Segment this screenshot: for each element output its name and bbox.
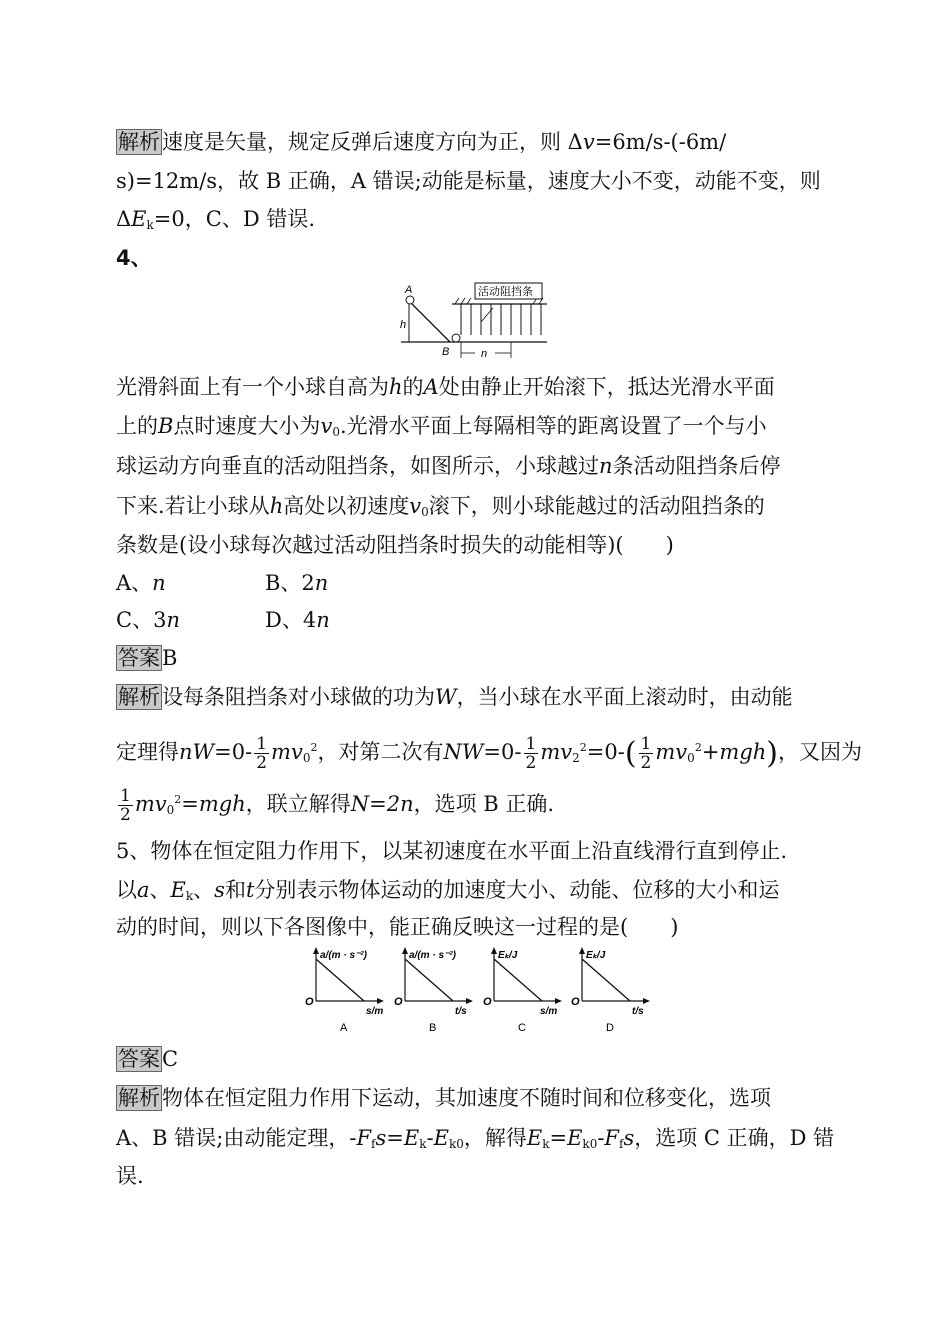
q4-answer: 答案B bbox=[118, 646, 178, 670]
svg-text:t/s: t/s bbox=[455, 1006, 467, 1017]
svg-text:t/s: t/s bbox=[632, 1006, 644, 1017]
answer-tag: 答案 bbox=[118, 1047, 160, 1071]
label-n: n bbox=[481, 348, 488, 360]
svg-text:O: O bbox=[483, 996, 492, 1008]
q5-stem-line-3: 动的时间，则以下各图像中，能正确反映这一过程的是( ) bbox=[116, 915, 679, 939]
q4-option-B: B、2n bbox=[265, 571, 329, 595]
q4-analysis-line-3: $\frac{1}{2}$ $mv_0^2=mgh$，联立解得N=2n，选项 B 正确. bbox=[120, 786, 555, 825]
label-h: h bbox=[400, 319, 407, 331]
q4-option-C: C、3n bbox=[116, 608, 180, 632]
svg-text:B: B bbox=[429, 1022, 437, 1034]
graph-A bbox=[300, 945, 384, 1035]
graph-C bbox=[478, 945, 562, 1035]
q4-stem-line-5: 条数是(设小球每次越过活动阻挡条时损失的动能相等)( ) bbox=[116, 533, 674, 557]
q4-analysis-line-1: 解析设每条阻挡条对小球做的功为W，当小球在水平面上滚动时，由动能 bbox=[118, 685, 793, 709]
svg-text:D: D bbox=[606, 1022, 614, 1034]
svg-text:O: O bbox=[394, 996, 403, 1008]
q4-number: 4、 bbox=[116, 246, 152, 270]
q5-analysis-line-1: 解析物体在恒定阻力作用下运动，其加速度不随时间和位移变化，选项 bbox=[118, 1086, 771, 1110]
strip-label: 活动阻挡条 bbox=[478, 286, 533, 298]
q4-option-A: A、n bbox=[116, 571, 166, 595]
graph-D bbox=[566, 945, 650, 1035]
svg-text:a/(m · s⁻²): a/(m · s⁻²) bbox=[320, 950, 367, 961]
svg-text:Eₖ/J: Eₖ/J bbox=[498, 950, 518, 961]
fraction-half: $\frac{1}{2}$ bbox=[525, 734, 537, 773]
q5-answer: 答案C bbox=[118, 1047, 179, 1071]
q5-analysis-line-2: A、B 错误;由动能定理，$-F_fs=E_k-E_{k0}$，解得$E_k=E_{k0}-F_fs$，选项 C 正确，D 错 bbox=[116, 1126, 835, 1151]
fraction-half: $\frac{1}{2}$ bbox=[640, 734, 652, 773]
q5-analysis-line-3: 误. bbox=[116, 1164, 144, 1188]
svg-text:A: A bbox=[340, 1022, 348, 1034]
answer-tag: 答案 bbox=[118, 646, 160, 670]
q5-stem-line-1: 5、物体在恒定阻力作用下，以某初速度在水平面上沿直线滑行直到停止. bbox=[116, 839, 788, 863]
analysis-tag: 解析 bbox=[118, 1086, 160, 1110]
svg-text:s/m: s/m bbox=[540, 1006, 558, 1017]
q4-stem-line-2: 上的B点时速度大小为$v_0$.光滑水平面上每隔相等的距离设置了一个与小 bbox=[116, 414, 767, 439]
q4-stem-line-4: 下来.若让小球从h高处以初速度$v_0$滚下，则小球能越过的活动阻挡条的 bbox=[116, 494, 765, 519]
svg-text:C: C bbox=[518, 1022, 526, 1034]
svg-text:O: O bbox=[305, 996, 314, 1008]
q4-analysis-line-2: 定理得nW=0- $\frac{1}{2}$ $mv_0^2$，对第二次有NW=0- $\frac{1}{2}$ $mv_2^2=0-$( $\frac{1}{2}$ $mv_0^2+mgh$)，又因为 bbox=[116, 734, 863, 773]
fraction-half: $\frac{1}{2}$ bbox=[120, 786, 131, 825]
q3-analysis-line-2: s)=12m/s，故 B 正确，A 错误;动能是标量，速度大小不变，动能不变，则 bbox=[116, 169, 821, 193]
q4-figure-incline bbox=[395, 280, 555, 370]
q4-stem-line-1: 光滑斜面上有一个小球自高为h的A处由静止开始滚下，抵达光滑水平面 bbox=[116, 375, 775, 399]
q4-option-D: D、4n bbox=[265, 608, 330, 632]
q4-stem-line-3: 球运动方向垂直的活动阻挡条，如图所示，小球越过n条活动阻挡条后停 bbox=[116, 454, 781, 478]
svg-text:O: O bbox=[571, 996, 580, 1008]
label-B: B bbox=[442, 346, 450, 358]
svg-text:s/m: s/m bbox=[366, 1006, 384, 1017]
q3-analysis-line-1: 解析速度是矢量，规定反弹后速度方向为正，则 Δv=6m/s-(-6m/ bbox=[118, 130, 727, 154]
graph-B bbox=[389, 945, 473, 1035]
analysis-tag: 解析 bbox=[118, 685, 160, 709]
svg-text:Eₖ/J: Eₖ/J bbox=[586, 950, 606, 961]
label-A: A bbox=[405, 284, 413, 296]
q3-analysis-line-3: $\Delta E_k=0$，C、D 错误. bbox=[116, 207, 316, 232]
svg-text:a/(m · s⁻²): a/(m · s⁻²) bbox=[409, 950, 456, 961]
q5-graphs bbox=[300, 945, 650, 1035]
fraction-half: $\frac{1}{2}$ bbox=[256, 734, 268, 773]
q5-stem-line-2: 以a、$E_k$、s和t分别表示物体运动的加速度大小、动能、位移的大小和运 bbox=[116, 878, 780, 903]
analysis-tag: 解析 bbox=[118, 130, 160, 154]
